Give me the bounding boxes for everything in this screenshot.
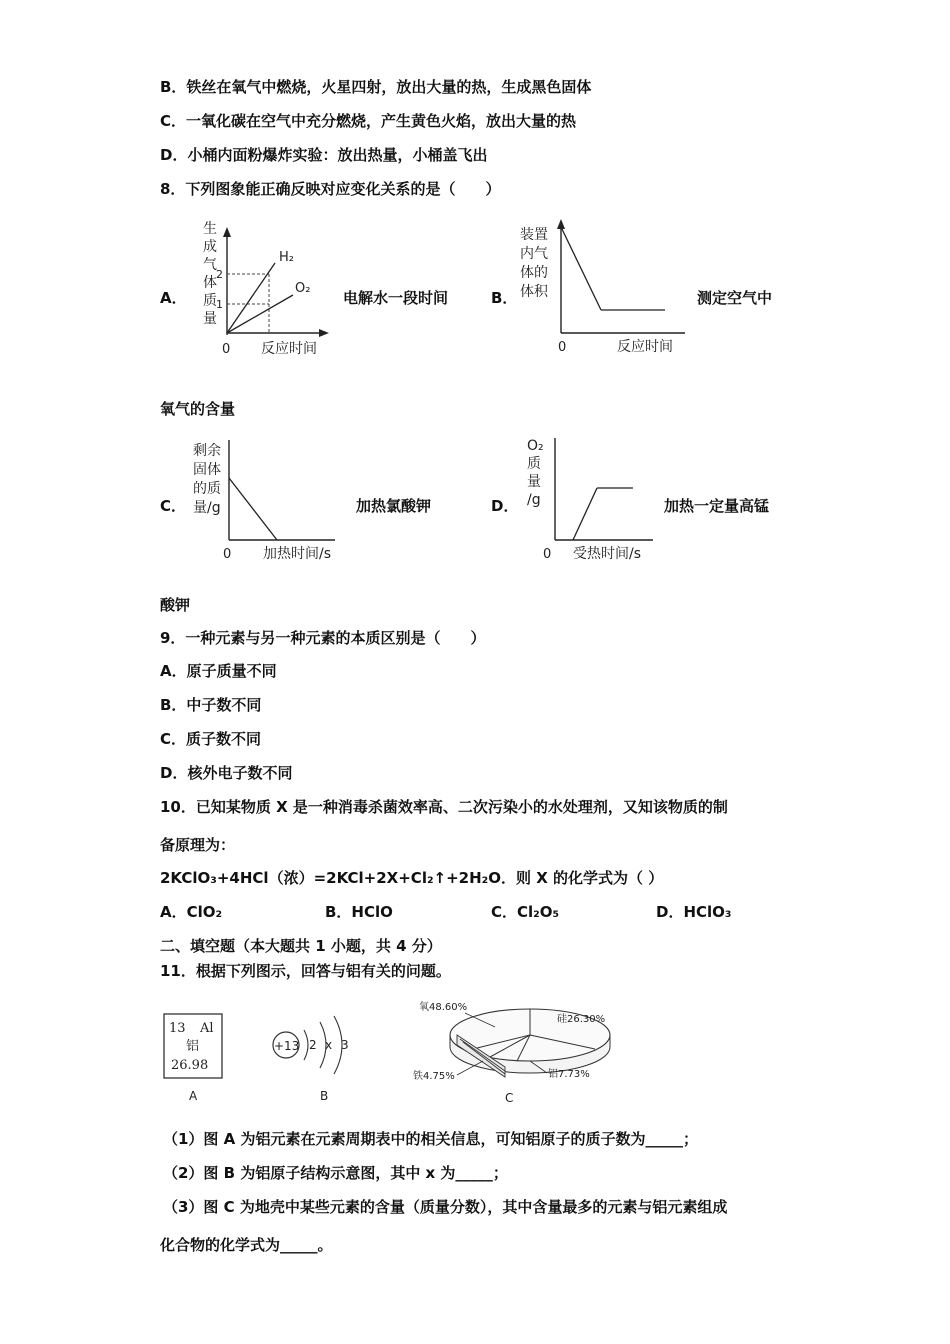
q10-option-d: D．HClO₃ [656, 903, 732, 921]
q11-fig-b-shell-2: x [325, 1038, 333, 1052]
q11-fig-b-label: B [320, 1089, 329, 1103]
q10-option-b: B．HClO [325, 903, 393, 921]
q11-fig-a-number: 13 [169, 1021, 186, 1036]
q9-option-b: B．中子数不同 [160, 696, 262, 714]
section-2-heading: 二、填空题（本大题共 1 小题，共 4 分） [160, 937, 442, 955]
q8-b-caption-1: 测定空气中 [697, 289, 773, 307]
q11-fig-b [262, 1008, 362, 1108]
q8-d-ylabel-2: 质 [527, 456, 541, 472]
q8-d-origin: 0 [543, 547, 552, 562]
q8-d-ylabel-1: O₂ [527, 438, 544, 454]
q11-fig-a-mass: 26.98 [171, 1058, 209, 1073]
q8-c-ylabel-2: 固体 [193, 462, 221, 478]
q8-d-caption-2: 酸钾 [160, 596, 191, 614]
q8-a-h2-label: H₂ [279, 250, 294, 265]
q8-a-ylabel-2: 成 [203, 239, 217, 255]
q8-c-letter: C． [160, 497, 187, 515]
q7-option-c: C．一氧化碳在空气中充分燃烧，产生黄色火焰，放出大量的热 [160, 112, 577, 130]
q8-d-xlabel: 受热时间/s [573, 546, 642, 562]
q8-d-caption-1: 加热一定量高锰 [664, 497, 770, 515]
q11-fig-c-slice-oxygen: 氧48.60% [419, 1002, 468, 1013]
q11-fig-b-shell-3: 3 [341, 1038, 349, 1052]
q8-a-origin: 0 [222, 342, 231, 357]
q8-b-ylabel-1: 装置 [520, 227, 548, 243]
q8-a-xlabel: 反应时间 [261, 341, 317, 357]
q9-option-a: A．原子质量不同 [160, 662, 277, 680]
q8-b-ylabel-4: 体积 [520, 284, 548, 300]
q7-option-d: D．小桶内面粉爆炸实验：放出热量，小桶盖飞出 [160, 146, 488, 164]
q8-b-caption-2: 氧气的含量 [160, 400, 236, 418]
q9-stem: 9．一种元素与另一种元素的本质区别是（ ） [160, 629, 486, 647]
q8-a-caption: 电解水一段时间 [343, 289, 449, 307]
q8-a-tick-1: 1 [216, 298, 223, 311]
q11-fig-b-shell-1: 2 [309, 1038, 317, 1052]
q11-fig-a [160, 1008, 235, 1108]
q8-b-xlabel: 反应时间 [617, 339, 673, 355]
q8-c-ylabel-3: 的质 [193, 481, 221, 497]
q11-fig-b-nucleus: +13 [274, 1039, 300, 1053]
q8-a-o2-label: O₂ [295, 281, 311, 296]
q8-c-origin: 0 [223, 547, 232, 562]
q10-stem-1: 10．已知某物质 X 是一种消毒杀菌效率高、二次污染小的水处理剂，又知该物质的制 [160, 798, 728, 816]
q11-sub-1: （1）图 A 为铝元素在元素周期表中的相关信息，可知铝原子的质子数为_____； [163, 1130, 698, 1148]
q8-a-ylabel-6: 量 [203, 311, 217, 327]
q8-d-ylabel-4: /g [527, 492, 541, 508]
q8-b-graph [515, 215, 690, 360]
q9-option-d: D．核外电子数不同 [160, 764, 293, 782]
q8-a-ylabel-1: 生 [203, 221, 217, 237]
q8-a-graph [185, 215, 335, 360]
q8-a-ylabel-4: 体 [203, 275, 217, 291]
q10-option-c: C．Cl₂O₅ [491, 903, 560, 921]
q11-fig-a-symbol: Al [200, 1021, 214, 1036]
q10-stem-2: 备原理为： [160, 836, 236, 854]
q11-fig-c-slice-iron: 铁4.75% [413, 1071, 455, 1082]
q9-option-c: C．质子数不同 [160, 730, 262, 748]
q8-a-ylabel-3: 气 [203, 257, 217, 273]
q8-d-ylabel-3: 量 [527, 474, 541, 490]
q8-b-ylabel-2: 内气 [520, 246, 548, 262]
q10-equation: 2KClO₃+4HCl（浓）=2KCl+2X+Cl₂↑+2H₂O．则 X 的化学式为（ ） [160, 869, 664, 887]
q8-b-letter: B． [491, 289, 518, 307]
q8-a-tick-2: 2 [216, 268, 223, 281]
q11-fig-c-slice-aluminum: 铝7.73% [548, 1069, 590, 1080]
q11-sub-2: （2）图 B 为铝原子结构示意图，其中 x 为_____； [163, 1164, 508, 1182]
q11-fig-c [405, 995, 615, 1110]
q8-stem: 8．下列图象能正确反映对应变化关系的是（ ） [160, 180, 501, 198]
q7-option-b: B．铁丝在氧气中燃烧，火星四射，放出大量的热，生成黑色固体 [160, 78, 592, 96]
q8-a-ylabel-5: 质 [203, 293, 217, 309]
q8-b-ylabel-3: 体的 [520, 265, 548, 281]
q8-d-graph [515, 432, 660, 572]
q10-option-a: A．ClO₂ [160, 903, 223, 921]
q8-d-letter: D． [491, 497, 519, 515]
q8-c-xlabel: 加热时间/s [263, 546, 332, 562]
q8-c-caption: 加热氯酸钾 [356, 497, 432, 515]
q8-c-graph [185, 432, 345, 572]
q11-fig-c-label: C [505, 1091, 514, 1105]
q8-a-letter: A． [160, 289, 187, 307]
q11-sub-3a: （3）图 C 为地壳中某些元素的含量（质量分数），其中含量最多的元素与铝元素组成 [163, 1198, 728, 1216]
q11-sub-3b: 化合物的化学式为_____。 [160, 1236, 333, 1254]
q8-b-origin: 0 [558, 340, 567, 355]
q11-stem: 11．根据下列图示，回答与铝有关的问题。 [160, 962, 451, 980]
q8-c-ylabel-4: 量/g [193, 500, 221, 516]
q11-fig-a-name: 铝 [186, 1039, 200, 1054]
q11-fig-c-slice-silicon: 硅26.30% [557, 1014, 606, 1025]
q8-c-ylabel-1: 剩余 [193, 443, 221, 459]
q11-fig-a-label: A [189, 1089, 198, 1103]
